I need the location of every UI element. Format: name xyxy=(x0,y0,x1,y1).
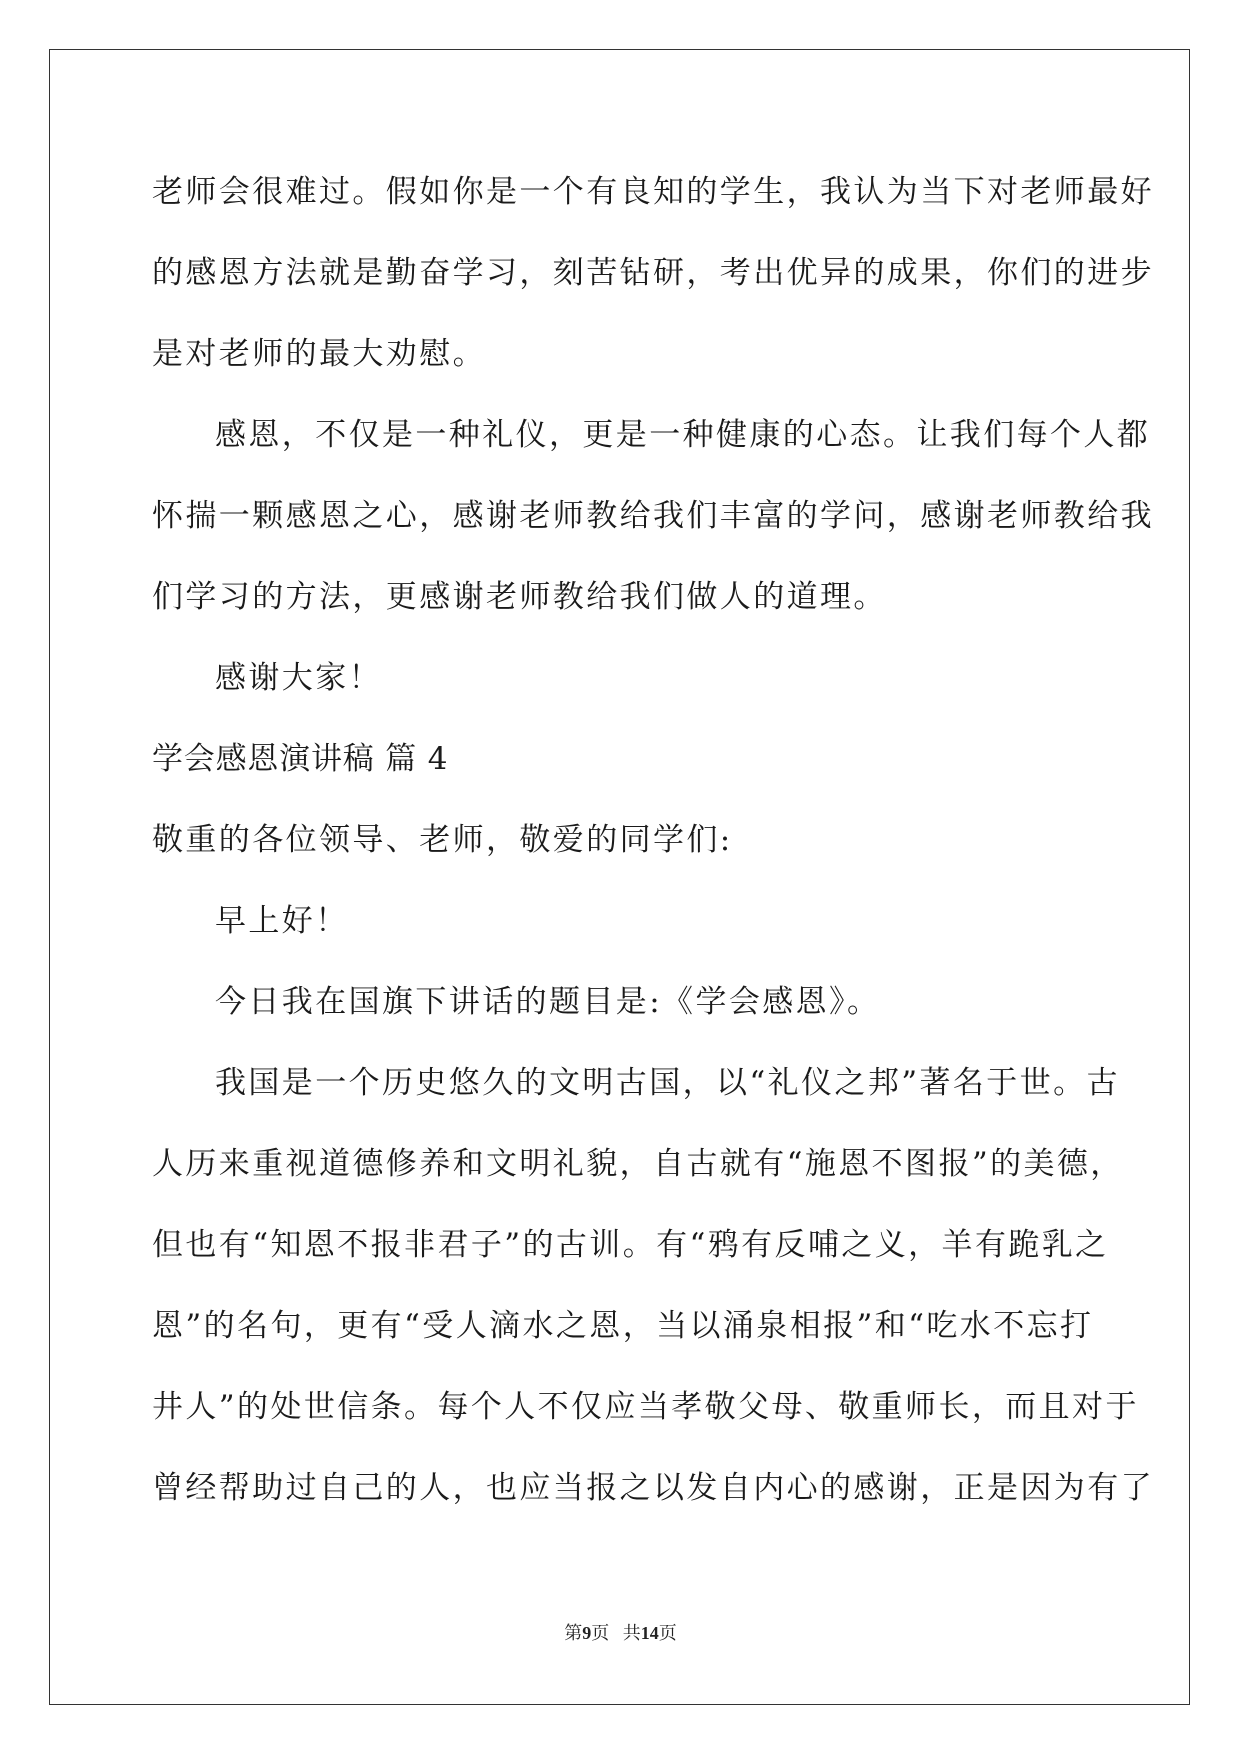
paragraph-line: 我国是一个历史悠久的文明古国，以“礼仪之邦”著名于世。古 xyxy=(215,1065,1120,1101)
footer-total-suffix: 页 xyxy=(658,1623,677,1643)
footer-total-prefix: 共 xyxy=(622,1623,641,1643)
page-footer xyxy=(0,1619,1241,1645)
paragraph-line: 的感恩方法就是勤奋学习，刻苦钻研，考出优异的成果，你们的进步 xyxy=(152,255,1154,291)
closing-line: 感谢大家！ xyxy=(215,660,382,696)
footer-total-pages: 14 xyxy=(640,1623,659,1643)
paragraph-line: 井人”的处世信条。每个人不仅应当孝敬父母、敬重师长，而且对于 xyxy=(152,1389,1139,1425)
footer-page-prefix: 第 xyxy=(564,1623,583,1643)
paragraph-line: 今日我在国旗下讲话的题目是:《学会感恩》。 xyxy=(215,984,881,1020)
paragraph-line: 们学习的方法，更感谢老师教给我们做人的道理。 xyxy=(152,579,887,615)
salutation-line: 敬重的各位领导、老师，敬爱的同学们: xyxy=(152,822,733,858)
document-body xyxy=(152,152,1154,1529)
section-heading: 学会感恩演讲稿 篇 4 xyxy=(152,741,449,777)
paragraph-line: 感恩，不仅是一种礼仪，更是一种健康的心态。让我们每个人都 xyxy=(215,417,1151,453)
paragraph-line: 但也有“知恩不报非君子”的古训。有“鸦有反哺之义，羊有跪乳之 xyxy=(152,1227,1109,1263)
paragraph-line: 人历来重视道德修养和文明礼貌，自古就有“施恩不图报”的美德， xyxy=(152,1146,1124,1182)
footer-page-suffix: 页 xyxy=(591,1623,610,1643)
footer-current-page: 9 xyxy=(582,1623,592,1643)
paragraph-line: 曾经帮助过自己的人，也应当报之以发自内心的感谢，正是因为有了 xyxy=(152,1470,1154,1506)
greeting-line: 早上好！ xyxy=(215,903,349,939)
paragraph-line: 是对老师的最大劝慰。 xyxy=(152,336,486,372)
paragraph-line: 恩”的名句，更有“受人滴水之恩，当以涌泉相报”和“吃水不忘打 xyxy=(152,1308,1094,1344)
paragraph-line: 老师会很难过。假如你是一个有良知的学生，我认为当下对老师最好 xyxy=(152,174,1154,210)
paragraph-line: 怀揣一颗感恩之心，感谢老师教给我们丰富的学问，感谢老师教给我 xyxy=(152,498,1154,534)
